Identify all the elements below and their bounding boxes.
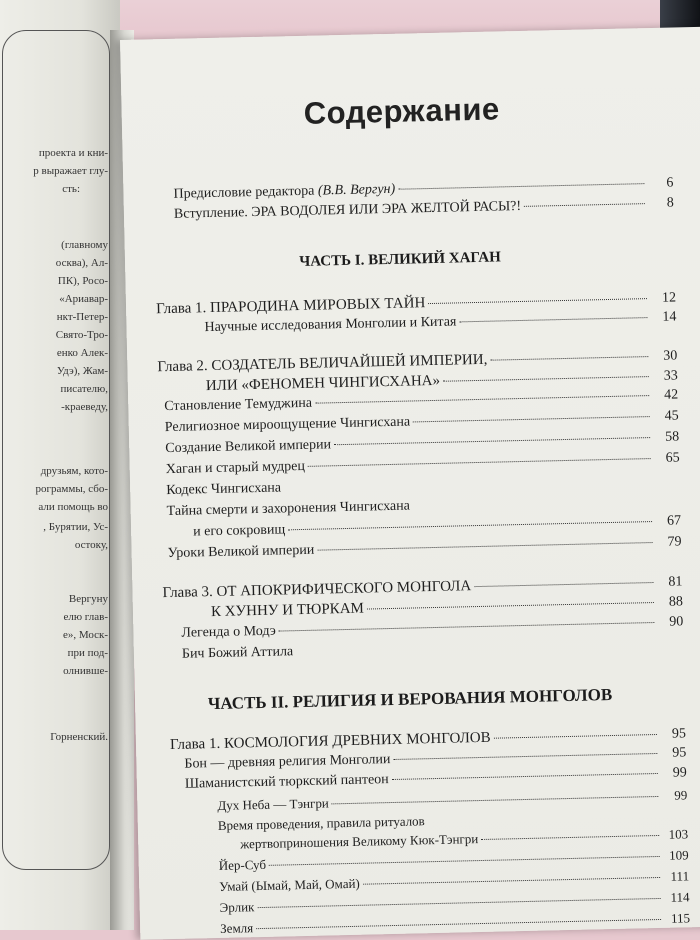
left-fragment: друзьям, кото-: [40, 465, 108, 477]
toc-entry: Дух Неба — Тэнгри 99: [217, 787, 688, 813]
toc-entry: Бич Божий Аттила: [181, 644, 294, 662]
toc-entry: Легенда о Модэ 90: [181, 614, 684, 641]
left-fragment: али помощь во: [38, 501, 108, 513]
toc-entry: Уроки Великой империи 79: [167, 534, 682, 562]
left-fragment: Горненский.: [50, 731, 108, 743]
toc-entry: Йер-Суб 109: [218, 847, 689, 873]
toc-page: [120, 27, 700, 940]
toc-entry-chapter: Глава 2. СОЗДАТЕЛЬ ВЕЛИЧАЙШЕЙ ИМПЕРИИ, 30: [157, 348, 678, 376]
left-fragment: рограммы, сбо-: [35, 483, 108, 495]
toc-entry: Научные исследования Монголии и Китая 14: [204, 309, 677, 336]
left-page: [0, 0, 120, 930]
left-fragment: осква), Ал-: [55, 257, 108, 269]
left-fragment: , Бурятии, Ус-: [43, 521, 108, 533]
toc-entry: Умай (Ымай, Май, Омай) 111: [219, 868, 690, 894]
left-fragment: Свято-Тро-: [55, 329, 108, 341]
toc-entry: Религиозное мироощущение Чингисхана 45: [164, 408, 679, 436]
left-fragment: при под-: [67, 647, 108, 659]
toc-entry: Кодекс Чингисхана: [166, 480, 282, 499]
left-fragment: ПК), Росо-: [57, 275, 108, 287]
toc-entry: Эрлик 114: [219, 889, 690, 915]
left-fragment: -краеведу,: [61, 401, 108, 413]
left-fragment: писателю,: [60, 383, 108, 395]
toc-entry: К ХУННУ И ТЮРКАМ 88: [210, 594, 684, 621]
toc-entry: и его сокровищ 67: [193, 513, 682, 540]
left-fragment: (главному: [61, 239, 108, 251]
toc-entry: ИЛИ «ФЕНОМЕН ЧИНГИСХАНА» 33: [205, 368, 678, 395]
left-fragment: «Ариавар-: [59, 293, 108, 305]
part-heading-2: ЧАСТЬ II. РЕЛИГИЯ И ВЕРОВАНИЯ МОНГОЛОВ: [207, 685, 613, 714]
toc-entry-chapter: Глава 3. ОТ АПОКРИФИЧЕСКОГО МОНГОЛА 81: [162, 574, 683, 602]
left-fragment: сть:: [62, 183, 80, 195]
toc-entry: Бон — древняя религия Монголии 95: [184, 745, 687, 772]
toc-entry-chapter: Глава 1. КОСМОЛОГИЯ ДРЕВНИХ МОНГОЛОВ 95: [169, 726, 687, 754]
left-fragment: проекта и кни-: [38, 147, 108, 159]
toc-entry-intro: Вступление. ЭРА ВОДОЛЕЯ ИЛИ ЭРА ЖЕЛТОЙ РАСЫ?! 8: [173, 195, 675, 222]
toc-entry: Создание Великой империи 58: [165, 429, 680, 457]
toc-entry: жертвоприношения Великому Кюк-Тэнгри 103: [240, 826, 689, 852]
part-heading-1: ЧАСТЬ I. ВЕЛИКИЙ ХАГАН: [299, 249, 502, 270]
toc-entry: Тайна смерти и захоронения Чингисхана: [166, 498, 411, 520]
toc-entry-chapter: Глава 1. ПРАРОДИНА МИРОВЫХ ТАЙН 12: [155, 290, 677, 318]
left-fragment: остоку,: [74, 539, 108, 551]
left-fragment: е», Моск-: [62, 629, 108, 641]
left-fragment: Удэ), Жам-: [56, 365, 108, 377]
toc-entry: Хаган и старый мудрец 65: [165, 450, 680, 478]
toc-entry: Шаманистский тюркский пантеон 99: [184, 765, 687, 792]
toc-entry: Становление Темуджина 42: [164, 387, 679, 415]
toc-entry-preface: Предисловие редактора (В.В. Вергун) 6: [173, 175, 674, 202]
left-fragment: олнивше-: [63, 665, 108, 677]
left-fragment: елю глав-: [63, 611, 108, 623]
preface-author: (В.В. Вергун): [317, 181, 396, 199]
toc-entry: Время проведения, правила ритуалов: [217, 813, 425, 833]
left-fragment: Вергуну: [68, 593, 108, 605]
toc-entry: Земля 115: [220, 910, 691, 936]
left-fragment: нкт-Петер-: [56, 311, 108, 323]
left-fragment: енко Алек-: [56, 347, 108, 359]
left-fragment: р выражает глу-: [33, 165, 108, 177]
page-title: Содержание: [303, 91, 501, 131]
